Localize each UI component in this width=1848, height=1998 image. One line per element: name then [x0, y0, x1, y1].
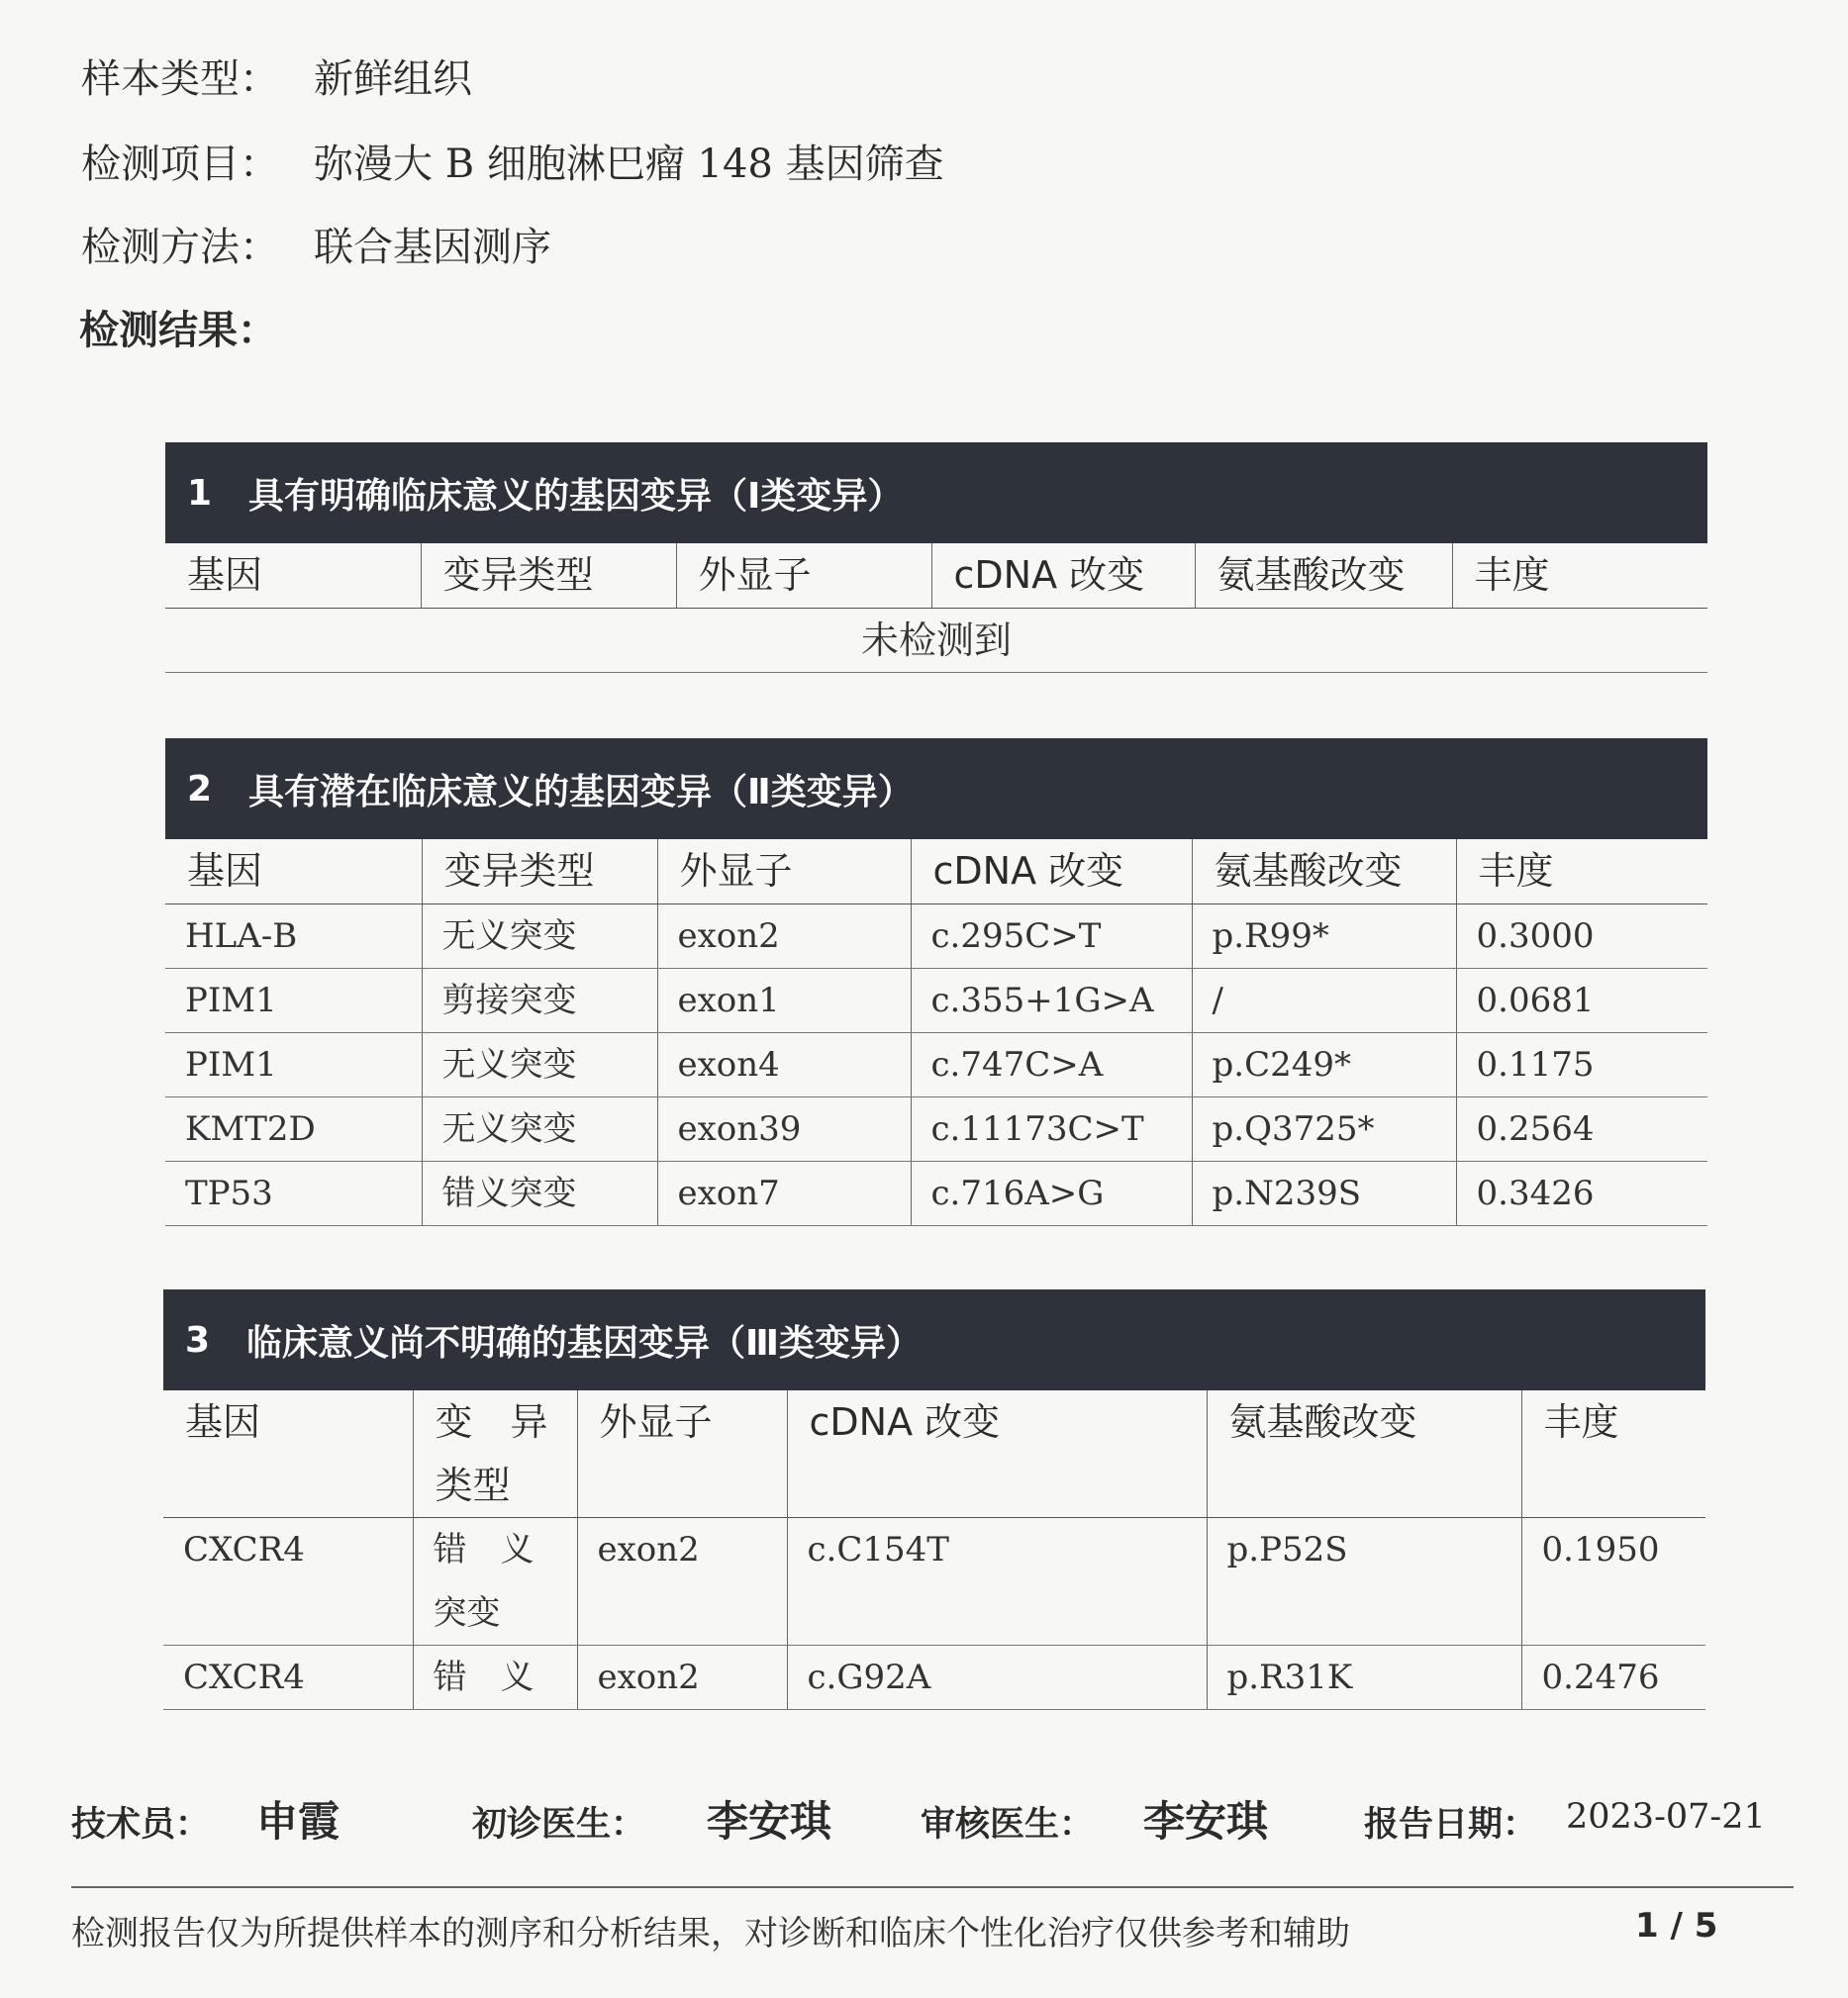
- section-2-header: [165, 738, 1707, 839]
- cell-type: 剪接突变: [422, 969, 657, 1033]
- table-header-row: [165, 839, 1707, 904]
- section-1-header: [165, 442, 1707, 543]
- col-variant-type-line2: 类型: [435, 1464, 511, 1507]
- cell-aa: /: [1192, 969, 1456, 1033]
- cell-type: 错 义: [413, 1646, 577, 1710]
- footer-divider: [71, 1886, 1794, 1888]
- table-row: [165, 1033, 1707, 1097]
- table-header-row: [163, 1390, 1705, 1518]
- signature-row: [71, 1789, 1784, 1845]
- cell-type-line2: 突变: [433, 1593, 501, 1633]
- col-abundance: 丰度: [1521, 1390, 1705, 1518]
- report-date: 2023-07-21: [1566, 1797, 1766, 1837]
- table-header-row: [165, 543, 1707, 609]
- table-row: [165, 1162, 1707, 1226]
- cell-exon: exon2: [577, 1646, 787, 1710]
- cell-type: [413, 1518, 577, 1646]
- cell-type: 无义突变: [422, 904, 657, 969]
- section-class-2: [165, 738, 1707, 1226]
- col-exon: 外显子: [577, 1390, 787, 1518]
- results-heading: 检测结果：: [79, 308, 277, 353]
- sample-type-row: [81, 48, 472, 104]
- cell-gene: CXCR4: [163, 1646, 413, 1710]
- col-cdna: cDNA 改变: [911, 839, 1192, 904]
- cell-af: 0.3000: [1456, 904, 1707, 969]
- cell-cdna: c.747C>A: [911, 1033, 1192, 1097]
- table-row: [165, 969, 1707, 1033]
- cell-exon: exon4: [657, 1033, 911, 1097]
- section-3-number: 3: [185, 1319, 211, 1361]
- cell-type-line1: 错 义: [433, 1530, 535, 1570]
- test-item-row: [81, 133, 944, 189]
- cell-gene: PIM1: [165, 969, 422, 1033]
- section-1-table: [165, 543, 1707, 673]
- table-row: [163, 1518, 1705, 1646]
- col-exon: 外显子: [657, 839, 911, 904]
- cell-af: 0.0681: [1456, 969, 1707, 1033]
- technician-name: 申霞: [256, 1797, 340, 1846]
- initial-doctor-label: 初诊医生：: [472, 1805, 646, 1845]
- col-gene: 基因: [165, 839, 422, 904]
- sample-type-label: 样本类型：: [81, 56, 279, 102]
- cell-cdna: c.C154T: [787, 1518, 1207, 1646]
- cell-cdna: c.355+1G>A: [911, 969, 1192, 1033]
- col-cdna: cDNA 改变: [787, 1390, 1207, 1518]
- cell-gene: KMT2D: [165, 1097, 422, 1162]
- cell-gene: TP53: [165, 1162, 422, 1226]
- table-row: [165, 904, 1707, 969]
- review-doctor-label: 审核医生：: [921, 1805, 1095, 1845]
- test-item-label: 检测项目：: [81, 142, 279, 187]
- cell-type: 无义突变: [422, 1033, 657, 1097]
- cell-gene: HLA-B: [165, 904, 422, 969]
- cell-gene: CXCR4: [163, 1518, 413, 1646]
- cell-exon: exon7: [657, 1162, 911, 1226]
- col-gene: 基因: [165, 543, 421, 609]
- col-exon: 外显子: [676, 543, 931, 609]
- section-1-title: 具有明确临床意义的基因变异（Ⅰ类变异）: [248, 475, 904, 517]
- cell-cdna: c.295C>T: [911, 904, 1192, 969]
- cell-af: 0.2564: [1456, 1097, 1707, 1162]
- section-2-number: 2: [187, 768, 213, 809]
- table-row: [165, 609, 1707, 673]
- section-class-1: [165, 442, 1707, 673]
- cell-af: 0.2476: [1521, 1646, 1705, 1710]
- cell-aa: p.Q3725*: [1192, 1097, 1456, 1162]
- section-3-header: [163, 1289, 1705, 1390]
- cell-aa: p.P52S: [1207, 1518, 1521, 1646]
- test-method-row: [81, 216, 551, 272]
- cell-aa: p.R99*: [1192, 904, 1456, 969]
- col-cdna: cDNA 改变: [931, 543, 1195, 609]
- cell-exon: exon2: [577, 1518, 787, 1646]
- cell-af: 0.1950: [1521, 1518, 1705, 1646]
- cell-cdna: c.G92A: [787, 1646, 1207, 1710]
- col-abundance: 丰度: [1456, 839, 1707, 904]
- test-method-value: 联合基因测序: [314, 225, 551, 270]
- col-abundance: 丰度: [1452, 543, 1707, 609]
- cell-aa: p.C249*: [1192, 1033, 1456, 1097]
- col-variant-type: 变异类型: [422, 839, 657, 904]
- col-amino-acid: 氨基酸改变: [1207, 1390, 1521, 1518]
- section-1-number: 1: [187, 472, 213, 514]
- cell-af: 0.3426: [1456, 1162, 1707, 1226]
- table-row: [163, 1646, 1705, 1710]
- section-3-table: [163, 1390, 1705, 1710]
- col-variant-type-line1: 变 异: [435, 1400, 548, 1444]
- section-2-title: 具有潜在临床意义的基因变异（Ⅱ类变异）: [248, 771, 914, 812]
- section-3-title: 临床意义尚不明确的基因变异（Ⅲ类变异）: [246, 1322, 923, 1364]
- cell-gene: PIM1: [165, 1033, 422, 1097]
- col-amino-acid: 氨基酸改变: [1195, 543, 1452, 609]
- technician-label: 技术员：: [71, 1805, 211, 1845]
- footer-disclaimer: 检测报告仅为所提供样本的测序和分析结果，对诊断和临床个性化治疗仅供参考和辅助: [71, 1914, 1350, 1953]
- cell-cdna: c.11173C>T: [911, 1097, 1192, 1162]
- col-amino-acid: 氨基酸改变: [1192, 839, 1456, 904]
- not-detected-text: 未检测到: [165, 609, 1707, 673]
- cell-cdna: c.716A>G: [911, 1162, 1192, 1226]
- sample-type-value: 新鲜组织: [314, 56, 472, 102]
- col-variant-type: [413, 1390, 577, 1518]
- cell-exon: exon1: [657, 969, 911, 1033]
- initial-doctor-name: 李安琪: [707, 1797, 832, 1846]
- review-doctor-name: 李安琪: [1143, 1797, 1269, 1846]
- table-row: [165, 1097, 1707, 1162]
- col-variant-type: 变异类型: [421, 543, 676, 609]
- cell-type: 无义突变: [422, 1097, 657, 1162]
- page-number: 1 / 5: [1635, 1906, 1718, 1946]
- cell-aa: p.R31K: [1207, 1646, 1521, 1710]
- section-class-3: [163, 1289, 1705, 1710]
- report-date-label: 报告日期：: [1364, 1805, 1538, 1845]
- cell-af: 0.1175: [1456, 1033, 1707, 1097]
- cell-type: 错义突变: [422, 1162, 657, 1226]
- test-method-label: 检测方法：: [81, 225, 279, 270]
- test-item-value: 弥漫大 B 细胞淋巴瘤 148 基因筛查: [314, 142, 944, 187]
- cell-aa: p.N239S: [1192, 1162, 1456, 1226]
- col-gene: 基因: [163, 1390, 413, 1518]
- section-2-table: [165, 839, 1707, 1226]
- cell-exon: exon39: [657, 1097, 911, 1162]
- cell-exon: exon2: [657, 904, 911, 969]
